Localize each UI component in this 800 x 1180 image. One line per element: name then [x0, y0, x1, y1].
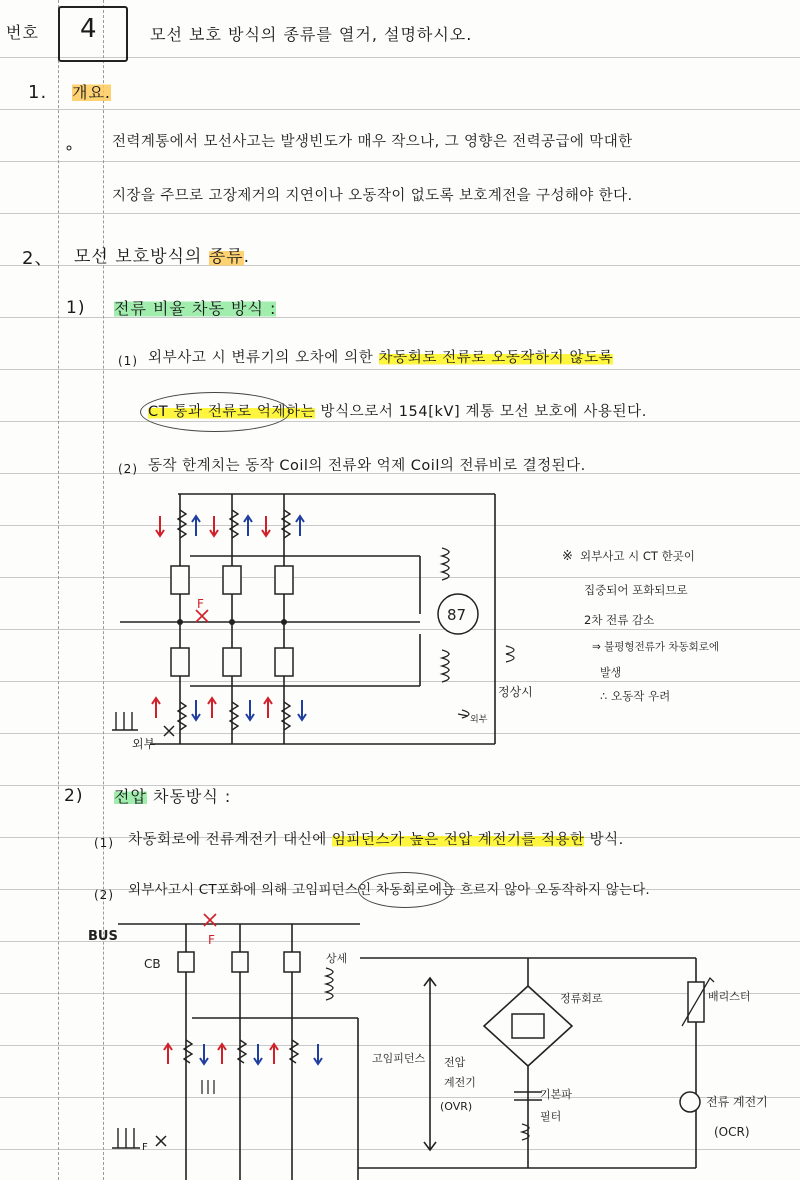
section-2-title-period: . — [243, 247, 251, 267]
item-highlight: 임피던스가 높은 전압 계전기를 적용한 — [331, 832, 585, 848]
cb-label: CB — [144, 957, 161, 971]
varistor-label: 배리스터 — [708, 990, 751, 1003]
diagram2-fault-label: F — [208, 933, 215, 947]
sub-1-item-1-number: (1) — [118, 354, 138, 368]
diagram2-ext-fault-label: F — [142, 1142, 148, 1153]
filter-label-2: 필터 — [540, 1110, 562, 1123]
item-text: 외부사고 시 변류기의 오차에 의한 — [148, 350, 379, 366]
item-highlight-2: CT 통과 전류로 억제하는 — [148, 404, 316, 420]
section-1-title: 개요. — [72, 80, 111, 103]
item-text-2: 방식으로서 154[kV] 계통 모선 보호에 사용된다. — [315, 404, 647, 420]
ovr-code: (OVR) — [440, 1100, 473, 1113]
sub-2-item-2-text: 외부사고시 CT포화에 의해 고임피던스인 차동회로에는 흐르지 않아 오동작하지 않는다. — [128, 882, 650, 898]
number-label: 번호 — [6, 23, 39, 42]
high-impedance-label: 고임피던스 — [372, 1052, 426, 1065]
rectifier-label: 정류회로 — [560, 992, 603, 1005]
diagram1-external-label: 외부 — [132, 737, 156, 751]
sub-1-title: 전류 비율 차동 방식 : — [114, 296, 276, 319]
sub-2-title-highlight: 전압 — [114, 787, 147, 806]
note-line-1: 외부사고 시 CT 한곳이 — [580, 549, 695, 563]
section-2-number: 2、 — [22, 248, 54, 269]
sub-2-title-text: 차동방식 : — [146, 787, 232, 806]
number-value: 4 — [80, 14, 98, 44]
sub-2-item-1-number: (1) — [94, 836, 114, 850]
question-title: 모선 보호 방식의 종류를 열거, 설명하시오. — [150, 25, 473, 44]
ocr-code: (OCR) — [714, 1125, 750, 1139]
bullet: ∘ — [64, 138, 76, 157]
sub-1-item-2-text: 동작 한계치는 동작 Coil의 전류와 억제 Coil의 전류비로 결정된다. — [148, 458, 586, 474]
diagram1-normal-sub: 외부 — [470, 715, 488, 725]
diagram1-fault-label: F — [197, 597, 204, 611]
bus-label: BUS — [88, 929, 118, 944]
filter-label: 기본파 — [540, 1088, 572, 1101]
diagram1-normal-label: 정상시 — [498, 685, 533, 699]
ovr-label-2: 계전기 — [444, 1076, 476, 1089]
ocr-label: 전류 계전기 — [706, 1095, 768, 1109]
note-line-3: 2차 전류 감소 — [584, 613, 655, 627]
note-mark: ※ — [562, 549, 573, 564]
sub-1-item-2-number: (2) — [118, 462, 138, 476]
item-text: 차동회로에 전류계전기 대신에 — [128, 832, 332, 848]
sub-2-number: 2) — [64, 786, 84, 806]
inner-label: 상세 — [326, 952, 348, 965]
sub-1-number: 1) — [66, 298, 86, 318]
note-line-6: ∴ 오동작 우려 — [600, 689, 671, 703]
item-text-end: 방식. — [584, 832, 624, 848]
overview-line-1: 전력계통에서 모선사고는 발생빈도가 매우 작으나, 그 영향은 전력공급에 막대한 — [112, 134, 633, 150]
note-line-5: 발생 — [600, 666, 622, 679]
note-line-4: ⇒ 불평형전류가 차동회로에 — [592, 641, 720, 653]
section-1-number: 1. — [28, 82, 48, 103]
section-2-title-text: 모선 보호방식의 — [74, 247, 209, 267]
ovr-label: 전압 — [444, 1056, 466, 1069]
item-highlight: 차동회로 전류로 오동작하지 않도록 — [378, 350, 614, 366]
diagram1-relay-label: 87 — [447, 606, 467, 624]
overview-line-2: 지장을 주므로 고장제거의 지연이나 오동작이 없도록 보호계전을 구성해야 한다. — [112, 188, 633, 204]
sub-2-item-2-number: (2) — [94, 888, 114, 902]
note-line-2: 집중되어 포화되므로 — [584, 583, 688, 597]
section-2-title-highlight: 종류 — [208, 247, 244, 267]
